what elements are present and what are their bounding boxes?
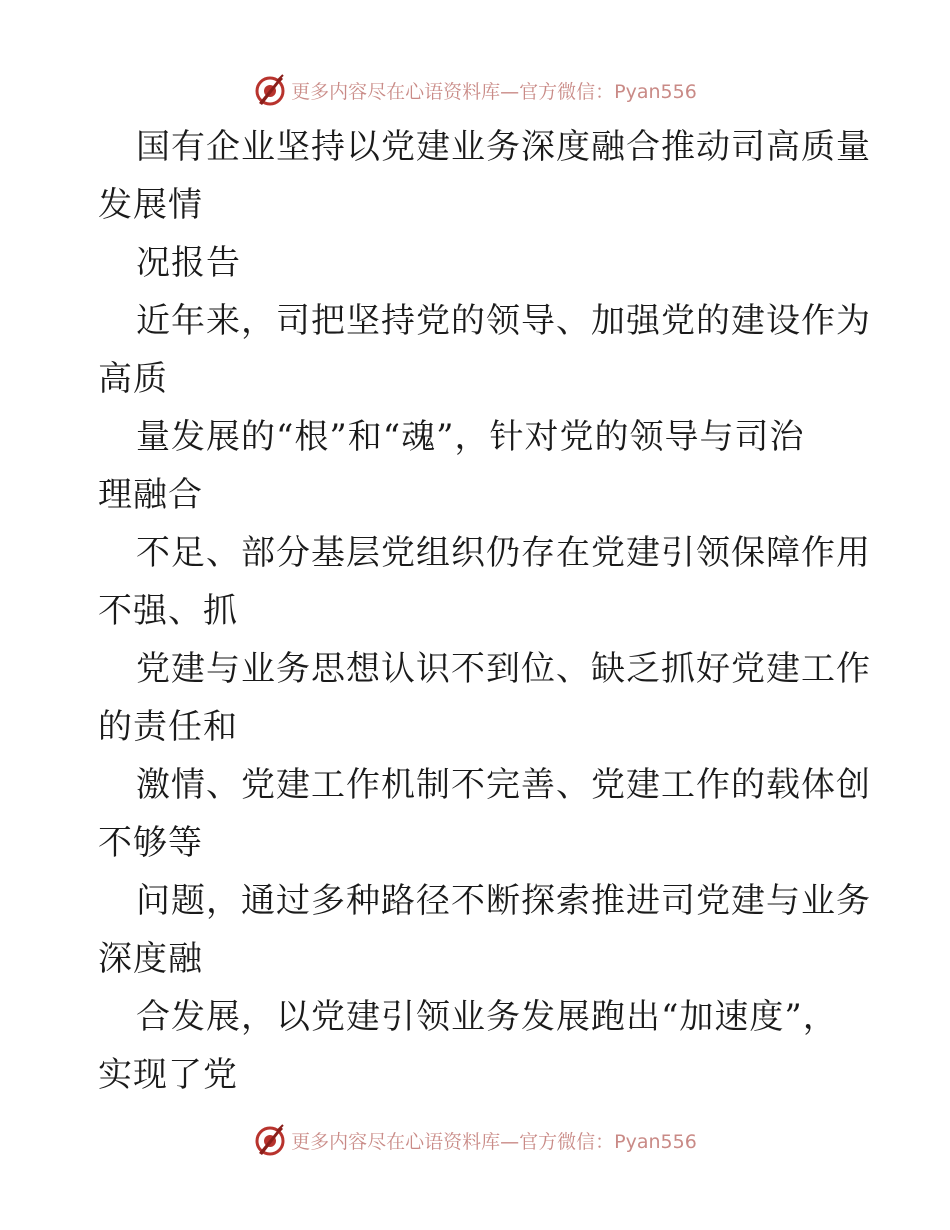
brush-logo-icon — [253, 73, 287, 107]
footer-banner-text: 更多内容尽在心语资料库—官方微信：Pyan556 — [291, 1130, 697, 1153]
paragraph-line: 理融合 — [98, 475, 203, 515]
paragraph-line: 近年来，司把坚持党的领导、加强党的建设作为 — [136, 301, 871, 341]
paragraph-line: 激情、党建工作机制不完善、党建工作的载体创 — [136, 765, 871, 805]
paragraph-line: 党建与业务思想认识不到位、缺乏抓好党建工作 — [136, 649, 871, 689]
paragraph-line: 量发展的“根”和“魂”，针对党的领导与司治 — [136, 417, 805, 457]
footer-banner[interactable] — [0, 1122, 950, 1158]
paragraph-line: 实现了党 — [98, 1055, 238, 1095]
paragraph-line: 不强、抓 — [98, 591, 238, 631]
paragraph-line: 的责任和 — [98, 707, 238, 747]
brush-logo-icon — [253, 1123, 287, 1157]
document-body — [98, 118, 871, 1104]
paragraph-line: 不足、部分基层党组织仍存在党建引领保障作用 — [136, 533, 871, 573]
paragraph-line: 深度融 — [98, 939, 203, 979]
paragraph-line: 发展情 — [98, 185, 203, 225]
paragraph-line: 合发展，以党建引领业务发展跑出“加速度”， — [136, 997, 838, 1037]
paragraph-line: 问题，通过多种路径不断探索推进司党建与业务 — [136, 881, 871, 921]
paragraph-line: 况报告 — [136, 243, 241, 283]
header-banner-text: 更多内容尽在心语资料库—官方微信：Pyan556 — [291, 80, 697, 103]
header-banner[interactable] — [0, 72, 950, 108]
paragraph-line: 高质 — [98, 359, 168, 399]
paragraph-line: 国有企业坚持以党建业务深度融合推动司高质量 — [136, 127, 871, 167]
paragraph-line: 不够等 — [98, 823, 203, 863]
